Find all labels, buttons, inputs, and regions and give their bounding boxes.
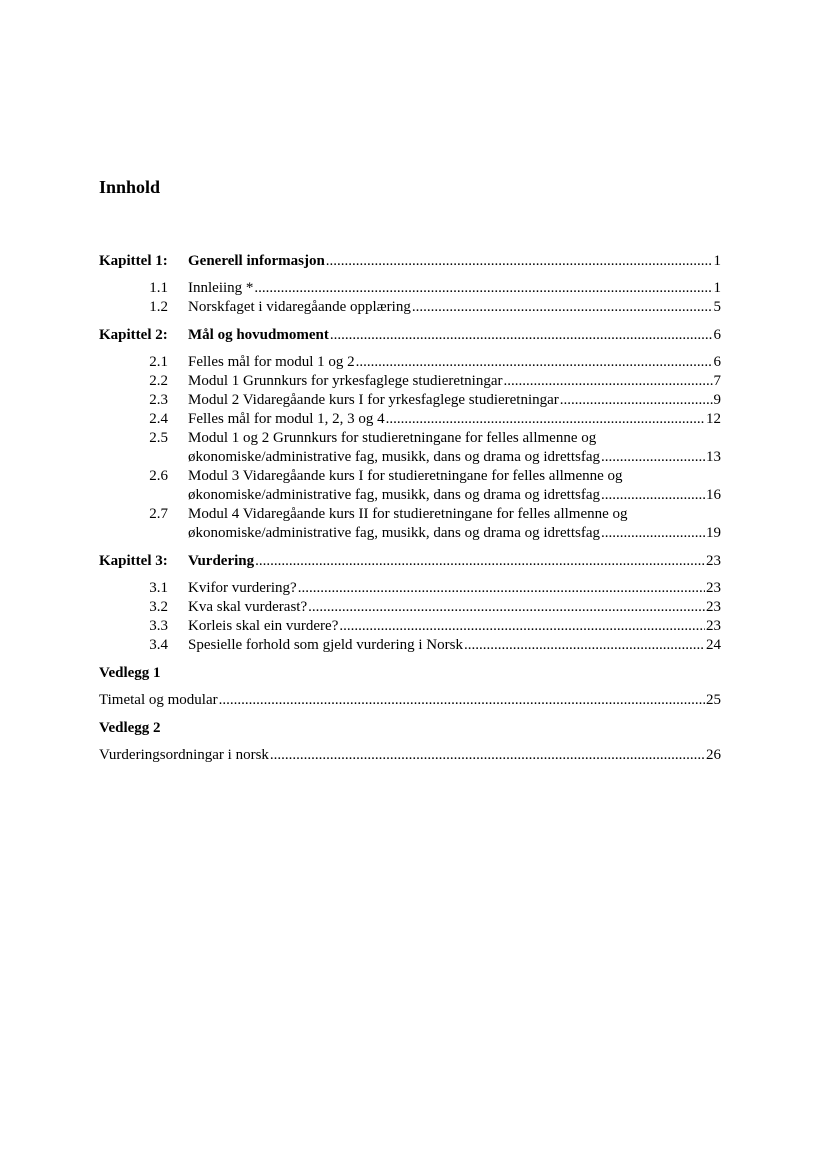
toc-section-3-3[interactable] xyxy=(99,617,721,636)
page-title: Innhold xyxy=(99,177,161,197)
toc-section-2-6[interactable] xyxy=(99,467,721,505)
appendix-title: Timetal og modular xyxy=(99,692,218,708)
page-number: 25 xyxy=(706,692,721,708)
dot-leader xyxy=(601,448,705,467)
section-number: 2.2 xyxy=(149,373,168,389)
page-number: 9 xyxy=(713,392,721,408)
toc-section-1-2[interactable] xyxy=(99,298,721,317)
section-title: Korleis skal ein vurdere? xyxy=(188,618,339,634)
dot-leader xyxy=(254,279,712,298)
page-number: 26 xyxy=(706,747,721,763)
page-number: 1 xyxy=(713,280,721,296)
dot-leader xyxy=(464,636,705,655)
dot-leader xyxy=(270,746,705,765)
toc-section-2-5[interactable] xyxy=(99,429,721,467)
page-number: 6 xyxy=(713,327,721,343)
section-number: 3.3 xyxy=(149,618,168,634)
dot-leader xyxy=(601,486,705,505)
section-number: 2.6 xyxy=(149,468,168,484)
page-number: 23 xyxy=(706,580,721,596)
section-number: 3.4 xyxy=(149,637,168,653)
dot-leader xyxy=(326,252,713,271)
section-number: 1.2 xyxy=(149,299,168,315)
dot-leader xyxy=(504,372,713,391)
chapter-title: Vurdering xyxy=(188,553,255,569)
toc-appendix-1[interactable] xyxy=(99,691,721,710)
page-number: 12 xyxy=(706,411,721,427)
dot-leader xyxy=(412,298,713,317)
section-title-line-1: Modul 4 Vidaregåande kurs II for studieretningane for felles allmenne og xyxy=(188,506,628,522)
page-number: 1 xyxy=(713,253,721,269)
toc-section-2-7[interactable] xyxy=(99,505,721,543)
toc-section-2-1[interactable] xyxy=(99,353,721,372)
page-number: 16 xyxy=(706,487,721,503)
chapter-label: Kapittel 1: xyxy=(99,253,168,269)
page-number: 23 xyxy=(706,553,721,569)
section-number: 3.1 xyxy=(149,580,168,596)
dot-leader xyxy=(560,391,713,410)
section-title-line-2: økonomiske/administrative fag, musikk, dans og drama og idrettsfag xyxy=(188,487,601,503)
dot-leader xyxy=(386,410,705,429)
section-number: 2.4 xyxy=(149,411,168,427)
dot-leader xyxy=(308,598,705,617)
section-title: Felles mål for modul 1 og 2 xyxy=(188,354,355,370)
page-number: 13 xyxy=(706,449,721,465)
dot-leader xyxy=(219,691,705,710)
dot-leader xyxy=(298,579,705,598)
page-number: 7 xyxy=(713,373,721,389)
toc-section-3-1[interactable] xyxy=(99,579,721,598)
section-title-line-2: økonomiske/administrative fag, musikk, dans og drama og idrettsfag xyxy=(188,449,601,465)
section-title: Norskfaget i vidaregåande opplæring xyxy=(188,299,411,315)
table-of-contents xyxy=(99,252,721,765)
dot-leader xyxy=(339,617,705,636)
toc-chapter-1[interactable] xyxy=(99,252,721,271)
page-number: 5 xyxy=(713,299,721,315)
toc-section-3-4[interactable] xyxy=(99,636,721,655)
section-title: Innleiing * xyxy=(188,280,254,296)
toc-section-1-1[interactable] xyxy=(99,279,721,298)
page-number: 23 xyxy=(706,599,721,615)
toc-section-2-4[interactable] xyxy=(99,410,721,429)
section-title: Kva skal vurderast? xyxy=(188,599,308,615)
page-number: 23 xyxy=(706,618,721,634)
dot-leader xyxy=(255,552,705,571)
dot-leader xyxy=(330,326,713,345)
appendix-heading-2: Vedlegg 2 xyxy=(99,720,161,736)
section-title: Modul 1 Grunnkurs for yrkesfaglege studieretningar xyxy=(188,373,503,389)
toc-section-2-3[interactable] xyxy=(99,391,721,410)
page-number: 6 xyxy=(713,354,721,370)
section-title: Kvifor vurdering? xyxy=(188,580,297,596)
chapter-title: Generell informasjon xyxy=(188,253,325,269)
section-number: 1.1 xyxy=(149,280,168,296)
section-number: 2.1 xyxy=(149,354,168,370)
dot-leader xyxy=(356,353,713,372)
dot-leader xyxy=(601,524,705,543)
section-title: Felles mål for modul 1, 2, 3 og 4 xyxy=(188,411,385,427)
toc-chapter-3[interactable] xyxy=(99,552,721,571)
toc-chapter-2[interactable] xyxy=(99,326,721,345)
section-title-line-1: Modul 3 Vidaregåande kurs I for studieretningane for felles allmenne og xyxy=(188,468,623,484)
section-number: 3.2 xyxy=(149,599,168,615)
section-title-line-1: Modul 1 og 2 Grunnkurs for studieretningane for felles allmenne og xyxy=(188,430,597,446)
toc-section-2-2[interactable] xyxy=(99,372,721,391)
chapter-label: Kapittel 3: xyxy=(99,553,168,569)
appendix-heading-1: Vedlegg 1 xyxy=(99,665,161,681)
toc-appendix-2[interactable] xyxy=(99,746,721,765)
section-number: 2.5 xyxy=(149,430,168,446)
appendix-title: Vurderingsordningar i norsk xyxy=(99,747,269,763)
page-number: 24 xyxy=(706,637,721,653)
page-number: 19 xyxy=(706,525,721,541)
toc-section-3-2[interactable] xyxy=(99,598,721,617)
section-title: Spesielle forhold som gjeld vurdering i Norsk xyxy=(188,637,463,653)
section-title: Modul 2 Vidaregåande kurs I for yrkesfaglege studieretningar xyxy=(188,392,559,408)
chapter-label: Kapittel 2: xyxy=(99,327,168,343)
chapter-title: Mål og hovudmoment xyxy=(188,327,329,343)
section-title-line-2: økonomiske/administrative fag, musikk, dans og drama og idrettsfag xyxy=(188,525,601,541)
section-number: 2.3 xyxy=(149,392,168,408)
section-number: 2.7 xyxy=(149,506,168,522)
